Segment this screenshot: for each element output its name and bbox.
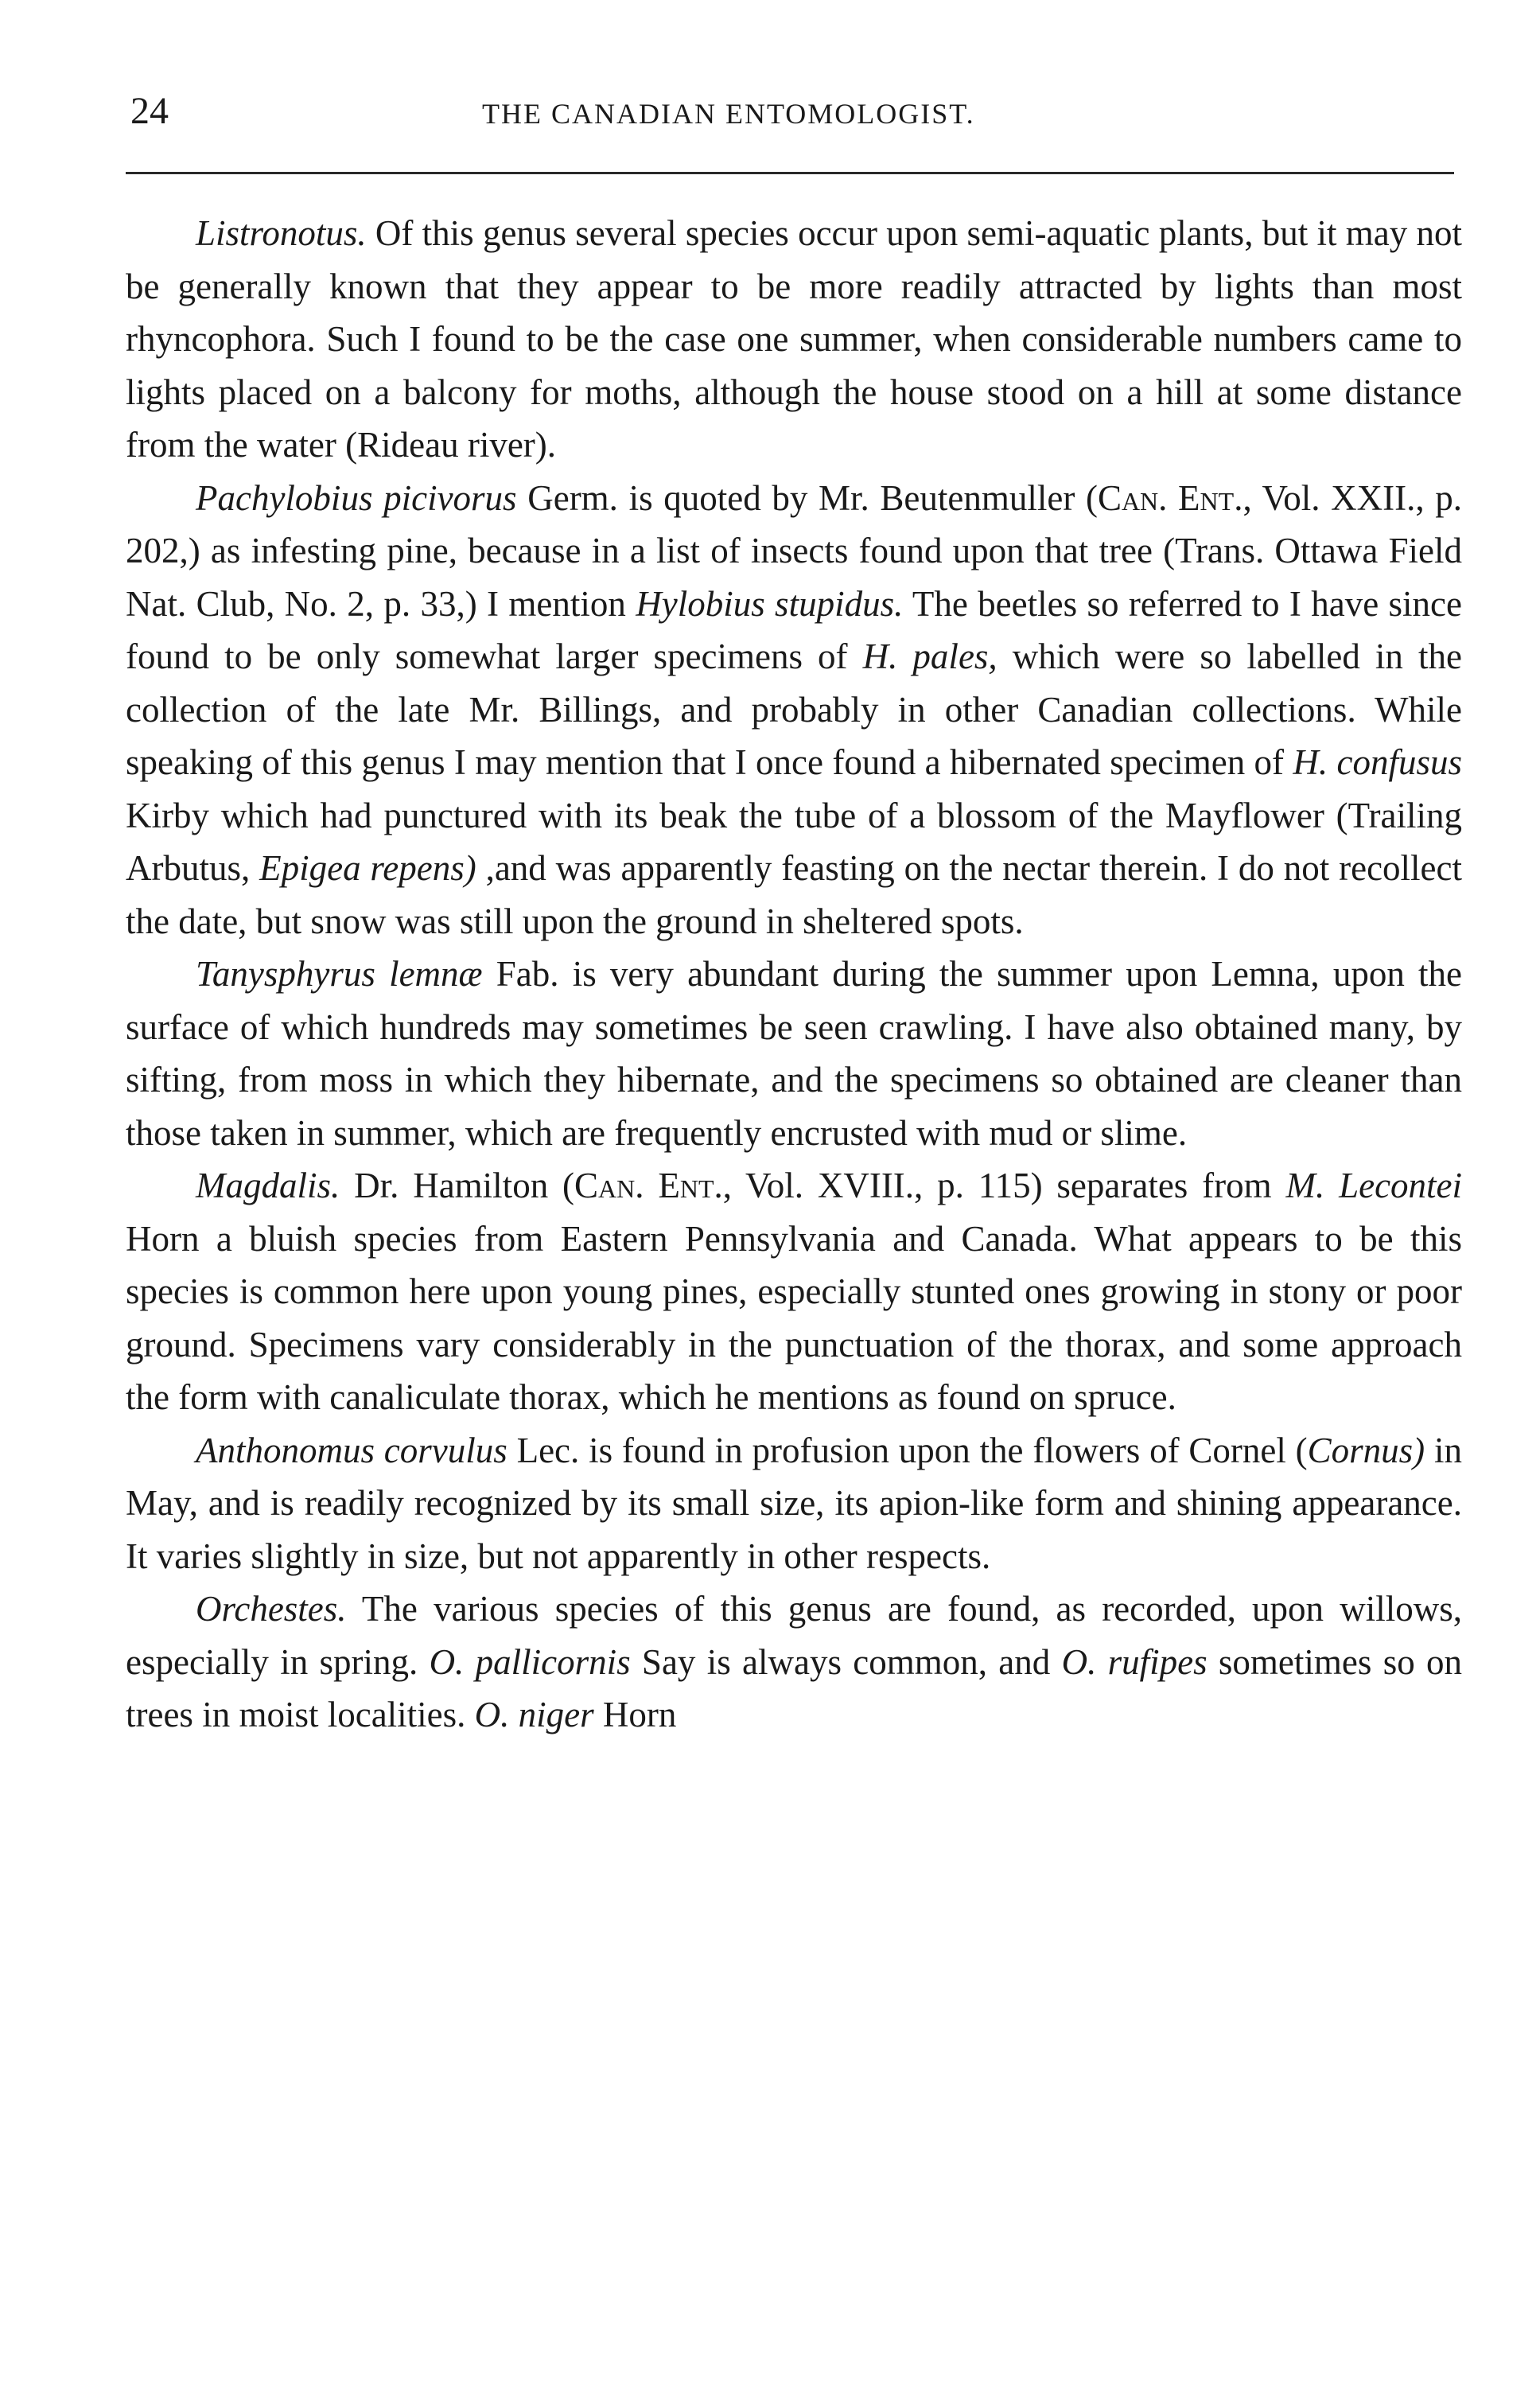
taxon-name: Magdalis.	[196, 1166, 340, 1205]
paragraph-text: Fab. is very abundant during the summer upon Lemna, upon the surface of which hundreds may sometimes be seen crawling. I have also obtained many, by sifting, from moss in which they hibernate, and the specimens so obtained are cleaner than those taken in summer, which are frequently encrusted with mud or slime.	[126, 954, 1462, 1153]
body-text	[126, 207, 1462, 1742]
taxon-name: Orchestes.	[196, 1589, 347, 1629]
paragraph-listronotus	[126, 207, 1462, 472]
taxon-name: O. pallicornis	[429, 1641, 631, 1682]
taxon-name: O. niger	[474, 1695, 594, 1734]
paragraph-text: , Vol. XXII., p. 202,) as infesting pine, because in a list of insects found upon that tree (Trans. Ottawa Field Nat. Club, No. 2, p. 33,) I mention	[126, 477, 1462, 624]
paragraph-text: Of this genus several species occur upon semi-aquatic plants, but it may not be generally known that they appear to be more readily attracted by lights than most rhyncophora. Such I found to be the case one summer, when considerable numbers came to lights placed on a balcony for moths, although the house stood on a hill at some distance from the water (Rideau river).	[126, 213, 1462, 465]
book-page	[126, 88, 1463, 1734]
paragraph-magdalis	[126, 1159, 1462, 1424]
paragraph-text: Horn	[593, 1695, 677, 1734]
journal-abbreviation: Can. Ent.	[1097, 477, 1243, 518]
taxon-name: Pachylobius picivorus	[196, 477, 517, 518]
paragraph-text: Horn a bluish species from Eastern Pennsylvania and Canada. What appears to be this species is common here upon young pines, especially stunted ones growing in stony or poor ground. Specimens vary considerably in the punctuation of the thorax, and some approach the form with canaliculate thorax, which he mentions as found on spruce.	[126, 1218, 1462, 1417]
paragraph-text: The beetles so referred to I have since found to be only somewhat larger specimens of	[126, 583, 1462, 676]
taxon-name: Anthonomus corvulus	[196, 1430, 508, 1470]
taxon-name: M. Lecontei	[1285, 1166, 1463, 1205]
paragraph-text: ,and was apparently feasting on the nectar therein. I do not recollect the date, but snow was still upon the ground in sheltered spots.	[126, 848, 1462, 941]
taxon-name: Tanysphyrus lemnæ	[196, 954, 483, 994]
taxon-name: Hylobius stupidus.	[636, 583, 904, 624]
paragraph-text: sometimes so on trees in moist localities.	[126, 1641, 1463, 1734]
paragraph-text: in May, and is readily recognized by its small size, its apion-like form and shining appearance. It varies slightly in size, but not apparently in other respects.	[126, 1430, 1462, 1576]
running-title: THE CANADIAN ENTOMOLOGIST.	[482, 98, 975, 130]
paragraph-orchestes	[126, 1583, 1462, 1742]
paragraph-text: Germ. is quoted by Mr. Beutenmuller (	[516, 477, 1098, 518]
taxon-name: H. confusus	[1293, 742, 1463, 782]
paragraph-text: Dr. Hamilton (	[340, 1166, 575, 1205]
taxon-name: Epigea repens)	[259, 848, 476, 888]
taxon-name: O. rufipes	[1061, 1641, 1208, 1682]
header-rule	[126, 172, 1454, 174]
journal-abbreviation: Can. Ent.	[574, 1166, 723, 1205]
paragraph-text: The various species of this genus are found, as recorded, upon willows, especially in spring.	[126, 1589, 1462, 1682]
running-head	[126, 88, 1462, 151]
paragraph-text: Say is always common, and	[630, 1641, 1062, 1682]
taxon-name: Cornus)	[1307, 1430, 1425, 1470]
paragraph-tanysphyrus	[126, 948, 1462, 1159]
taxon-name: Listronotus.	[196, 213, 367, 253]
paragraph-text: Kirby which had punctured with its beak the tube of a blossom of the Mayflower (Trailing Arbutus,	[126, 795, 1462, 888]
page-number: 24	[130, 90, 169, 132]
paragraph-anthonomus	[126, 1424, 1462, 1583]
taxon-name: H. pales,	[862, 637, 998, 676]
paragraph-pachylobius	[126, 472, 1462, 948]
paragraph-text: , Vol. XVIII., p. 115) separates from	[722, 1166, 1286, 1205]
paragraph-text: Lec. is found in profusion upon the flowers of Cornel (	[507, 1430, 1308, 1470]
paragraph-text: which were so labelled in the collection of the late Mr. Billings, and probably in other Canadian collections. While speaking of this genus I may mention that I once found a hibernated specimen of	[126, 637, 1462, 782]
